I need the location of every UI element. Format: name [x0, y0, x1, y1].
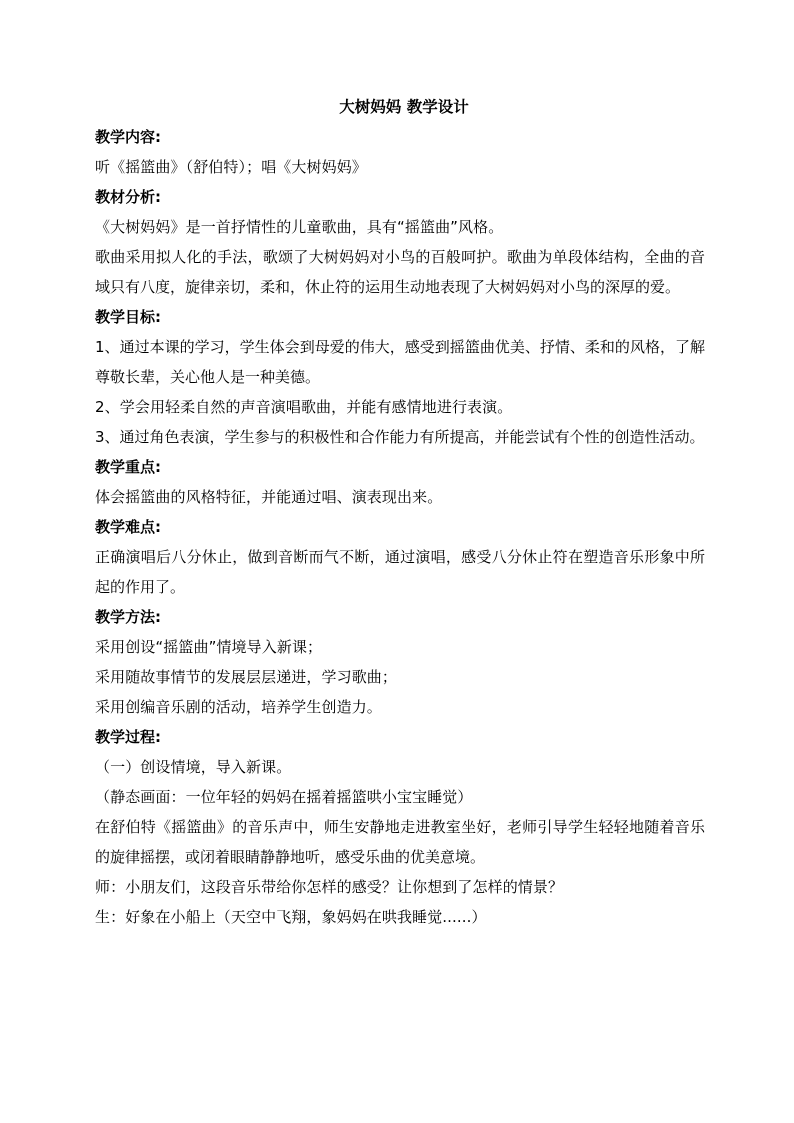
document-title: 大树妈妈 教学设计 — [339, 98, 469, 116]
analysis-text-2: 歌曲采用拟人化的手法，歌颂了大树妈妈对小鸟的百般呵护。歌曲为单段体结构，全曲的音域只有八度，旋律亲切，柔和，休止符的运用生动地表现了大树妈妈对小鸟的深厚的爱。 — [95, 248, 705, 296]
document-page — [95, 92, 705, 932]
process-scene: （静态画面：一位年轻的妈妈在摇着摇篮哄小宝宝睡觉） — [95, 788, 473, 806]
analysis-text-1: 《大树妈妈》是一首抒情性的儿童歌曲，具有“摇篮曲”风格。 — [95, 218, 504, 236]
section-heading-methods: 教学方法: — [95, 608, 161, 626]
section-heading-content: 教学内容: — [95, 128, 161, 146]
key-points-text: 体会摇篮曲的风格特征，并能通过唱、演表现出来。 — [95, 488, 443, 506]
section-heading-process: 教学过程: — [95, 728, 161, 746]
process-text: 在舒伯特《摇篮曲》的音乐声中，师生安静地走进教室坐好，老师引导学生轻轻地随着音乐的旋律摇摆，或闭着眼睛静静地听，感受乐曲的优美意境。 — [95, 818, 705, 866]
method-3: 采用创编音乐剧的活动，培养学生创造力。 — [95, 698, 382, 716]
method-2: 采用随故事情节的发展层层递进，学习歌曲； — [95, 668, 398, 686]
student-line: 生：好象在小船上（天空中飞翔，象妈妈在哄我睡觉......） — [95, 908, 487, 926]
objective-2: 2、学会用轻柔自然的声音演唱歌曲，并能有感情地进行表演。 — [95, 398, 513, 416]
section-heading-key-points: 教学重点: — [95, 458, 161, 476]
section-heading-objectives: 教学目标: — [95, 308, 161, 326]
section-heading-analysis: 教材分析: — [95, 188, 161, 206]
content-text: 听《摇篮曲》（舒伯特）；唱《大树妈妈》 — [95, 158, 367, 176]
method-1: 采用创设“摇篮曲”情境导入新课； — [95, 638, 323, 656]
objective-3: 3、通过角色表演，学生参与的积极性和合作能力有所提高，并能尝试有个性的创造性活动。 — [95, 428, 705, 446]
teacher-line: 师：小朋友们，这段音乐带给你怎样的感受？让你想到了怎样的情景？ — [95, 878, 564, 896]
objective-1: 1、通过本课的学习，学生体会到母爱的伟大，感受到摇篮曲优美、抒情、柔和的风格，了解尊敬长辈，关心他人是一种美德。 — [95, 338, 705, 386]
section-heading-difficulties: 教学难点: — [95, 518, 161, 536]
process-step-1: （一）创设情境，导入新课。 — [95, 758, 292, 776]
difficulties-text: 正确演唱后八分休止，做到音断而气不断，通过演唱，感受八分休止符在塑造音乐形象中所起的作用了。 — [95, 548, 705, 596]
